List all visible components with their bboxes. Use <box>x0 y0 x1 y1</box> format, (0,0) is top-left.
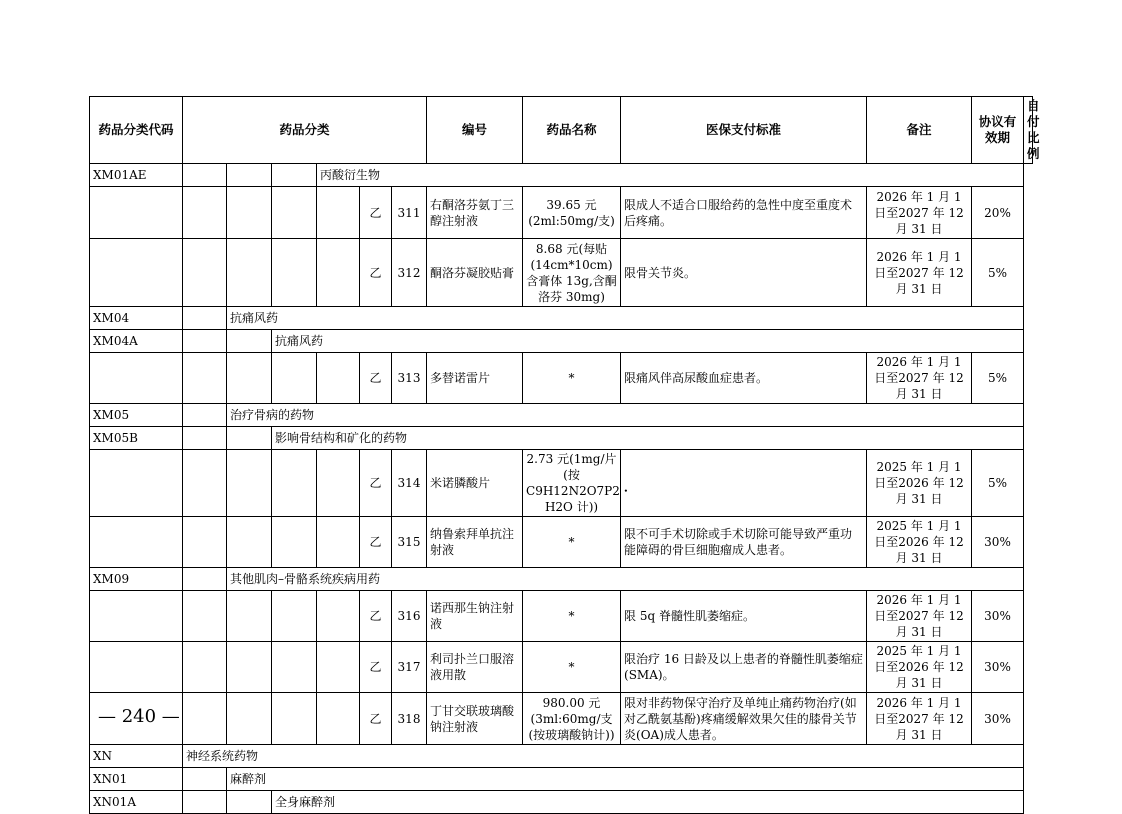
drug-number: 312 <box>392 239 427 307</box>
empty-cell <box>90 239 183 307</box>
drug-grade: 乙 <box>360 353 392 404</box>
drug-ratio: 5% <box>972 239 1024 307</box>
category-row <box>90 307 1033 330</box>
category-label: 其他肌肉–骨骼系统疾病用药 <box>227 568 1024 591</box>
drug-standard: 980.00 元(3ml:60mg/支(按玻璃酸钠计)) <box>523 693 621 745</box>
header-name: 药品名称 <box>523 97 621 164</box>
empty-cell <box>317 187 360 239</box>
empty-cell <box>272 239 317 307</box>
category-code: XM04 <box>90 307 183 330</box>
empty-cell <box>183 693 227 745</box>
empty-cell <box>317 693 360 745</box>
drug-grade: 乙 <box>360 693 392 745</box>
drug-standard: 2.73 元(1mg/片(按 C9H12N2O7P2・H2O 计)) <box>523 450 621 517</box>
empty-cell <box>272 450 317 517</box>
category-row <box>90 791 1033 814</box>
empty-cell <box>90 450 183 517</box>
empty-cell <box>227 164 272 187</box>
drug-remark: 限对非药物保守治疗及单纯止痛药物治疗(如对乙酰氨基酚)疼痛缓解效果欠佳的膝骨关节炎(OA)成人患者。 <box>621 693 867 745</box>
drug-number: 315 <box>392 517 427 568</box>
drug-ratio: 30% <box>972 591 1024 642</box>
empty-cell <box>183 591 227 642</box>
empty-cell <box>183 330 227 353</box>
drug-validity: 2026 年 1 月 1 日至2027 年 12 月 31 日 <box>867 353 972 404</box>
drug-number: 316 <box>392 591 427 642</box>
drug-number: 311 <box>392 187 427 239</box>
drug-name: 酮洛芬凝胶贴膏 <box>427 239 523 307</box>
drug-name: 米诺膦酸片 <box>427 450 523 517</box>
category-label: 抗痛风药 <box>272 330 1024 353</box>
empty-cell <box>227 427 272 450</box>
empty-cell <box>183 427 227 450</box>
drug-name: 多替诺雷片 <box>427 353 523 404</box>
empty-cell <box>227 450 272 517</box>
drug-table <box>89 96 1040 814</box>
empty-cell <box>183 517 227 568</box>
drug-name: 丁甘交联玻璃酸钠注射液 <box>427 693 523 745</box>
empty-cell <box>227 642 272 693</box>
drug-row <box>90 517 1033 568</box>
drug-remark: 限痛风伴高尿酸血症患者。 <box>621 353 867 404</box>
drug-row <box>90 187 1033 239</box>
category-code: XN <box>90 745 183 768</box>
empty-cell <box>90 353 183 404</box>
header-row <box>90 97 1033 164</box>
empty-cell <box>227 693 272 745</box>
empty-cell <box>183 791 227 814</box>
header-category: 药品分类 <box>183 97 427 164</box>
empty-cell <box>227 239 272 307</box>
category-code: XM01AE <box>90 164 183 187</box>
empty-cell <box>90 517 183 568</box>
category-row <box>90 568 1033 591</box>
drug-validity: 2025 年 1 月 1 日至2026 年 12 月 31 日 <box>867 517 972 568</box>
empty-cell <box>272 693 317 745</box>
category-label: 影响骨结构和矿化的药物 <box>272 427 1024 450</box>
empty-cell <box>317 239 360 307</box>
drug-validity: 2026 年 1 月 1 日至2027 年 12 月 31 日 <box>867 239 972 307</box>
drug-grade: 乙 <box>360 239 392 307</box>
category-row <box>90 164 1033 187</box>
category-label: 全身麻醉剂 <box>272 791 1024 814</box>
empty-cell <box>227 591 272 642</box>
empty-cell <box>317 591 360 642</box>
drug-validity: 2026 年 1 月 1 日至2027 年 12 月 31 日 <box>867 591 972 642</box>
empty-cell <box>227 187 272 239</box>
drug-remark: 限不可手术切除或手术切除可能导致严重功能障碍的骨巨细胞瘤成人患者。 <box>621 517 867 568</box>
drug-number: 317 <box>392 642 427 693</box>
drug-standard: * <box>523 517 621 568</box>
header-number: 编号 <box>427 97 523 164</box>
drug-row <box>90 239 1033 307</box>
empty-cell <box>317 517 360 568</box>
empty-cell <box>183 239 227 307</box>
empty-cell <box>183 568 227 591</box>
empty-cell <box>183 307 227 330</box>
category-row <box>90 330 1033 353</box>
drug-grade: 乙 <box>360 450 392 517</box>
empty-cell <box>90 642 183 693</box>
drug-row <box>90 353 1033 404</box>
category-code: XN01 <box>90 768 183 791</box>
drug-number: 313 <box>392 353 427 404</box>
drug-remark <box>621 450 867 517</box>
drug-ratio: 5% <box>972 450 1024 517</box>
drug-grade: 乙 <box>360 187 392 239</box>
drug-validity: 2025 年 1 月 1 日至2026 年 12 月 31 日 <box>867 450 972 517</box>
empty-cell <box>227 353 272 404</box>
drug-standard: 8.68 元(每贴(14cm*10cm)含膏体 13g,含酮洛芬 30mg) <box>523 239 621 307</box>
category-label: 治疗骨病的药物 <box>227 404 1024 427</box>
drug-remark: 限 5q 脊髓性肌萎缩症。 <box>621 591 867 642</box>
drug-standard: * <box>523 591 621 642</box>
drug-name: 纳鲁索拜单抗注射液 <box>427 517 523 568</box>
empty-cell <box>272 164 317 187</box>
empty-cell <box>183 768 227 791</box>
empty-cell <box>183 404 227 427</box>
empty-cell <box>183 353 227 404</box>
drug-row <box>90 591 1033 642</box>
drug-standard: 39.65 元(2ml:50mg/支) <box>523 187 621 239</box>
drug-row <box>90 642 1033 693</box>
drug-grade: 乙 <box>360 642 392 693</box>
drug-name: 利司扑兰口服溶液用散 <box>427 642 523 693</box>
empty-cell <box>183 187 227 239</box>
empty-cell <box>317 642 360 693</box>
category-row <box>90 427 1033 450</box>
drug-row <box>90 693 1033 745</box>
drug-grade: 乙 <box>360 591 392 642</box>
drug-row <box>90 450 1033 517</box>
category-label: 麻醉剂 <box>227 768 1024 791</box>
header-validity: 协议有效期 <box>972 97 1024 164</box>
category-code: XM05 <box>90 404 183 427</box>
page-number: — 240 — <box>98 706 180 727</box>
category-row <box>90 768 1033 791</box>
category-label: 神经系统药物 <box>183 745 1024 768</box>
drug-standard: * <box>523 353 621 404</box>
category-code: XM05B <box>90 427 183 450</box>
drug-ratio: 20% <box>972 187 1024 239</box>
empty-cell <box>317 450 360 517</box>
empty-cell <box>227 330 272 353</box>
header-remark: 备注 <box>867 97 972 164</box>
empty-cell <box>183 450 227 517</box>
drug-remark: 限治疗 16 日龄及以上患者的脊髓性肌萎缩症(SMA)。 <box>621 642 867 693</box>
drug-ratio: 30% <box>972 517 1024 568</box>
empty-cell <box>272 353 317 404</box>
empty-cell <box>272 187 317 239</box>
header-ratio: 自付比例 <box>1024 97 1033 164</box>
drug-number: 318 <box>392 693 427 745</box>
category-row <box>90 745 1033 768</box>
empty-cell <box>272 517 317 568</box>
drug-validity: 2025 年 1 月 1 日至2026 年 12 月 31 日 <box>867 642 972 693</box>
drug-remark: 限骨关节炎。 <box>621 239 867 307</box>
empty-cell <box>183 164 227 187</box>
empty-cell <box>317 353 360 404</box>
drug-ratio: 30% <box>972 693 1024 745</box>
header-standard: 医保支付标准 <box>621 97 867 164</box>
drug-number: 314 <box>392 450 427 517</box>
drug-grade: 乙 <box>360 517 392 568</box>
drug-validity: 2026 年 1 月 1 日至2027 年 12 月 31 日 <box>867 187 972 239</box>
empty-cell <box>183 642 227 693</box>
category-code: XN01A <box>90 791 183 814</box>
empty-cell <box>272 642 317 693</box>
header-code: 药品分类代码 <box>90 97 183 164</box>
drug-ratio: 30% <box>972 642 1024 693</box>
drug-name: 诺西那生钠注射液 <box>427 591 523 642</box>
drug-standard: * <box>523 642 621 693</box>
drug-validity: 2026 年 1 月 1 日至2027 年 12 月 31 日 <box>867 693 972 745</box>
empty-cell <box>227 791 272 814</box>
empty-cell <box>227 517 272 568</box>
category-code: XM04A <box>90 330 183 353</box>
empty-cell <box>90 591 183 642</box>
category-label: 丙酸衍生物 <box>317 164 1024 187</box>
category-row <box>90 404 1033 427</box>
drug-remark: 限成人不适合口服给药的急性中度至重度术后疼痛。 <box>621 187 867 239</box>
empty-cell <box>90 187 183 239</box>
category-code: XM09 <box>90 568 183 591</box>
empty-cell <box>272 591 317 642</box>
drug-name: 右酮洛芬氨丁三醇注射液 <box>427 187 523 239</box>
drug-ratio: 5% <box>972 353 1024 404</box>
category-label: 抗痛风药 <box>227 307 1024 330</box>
